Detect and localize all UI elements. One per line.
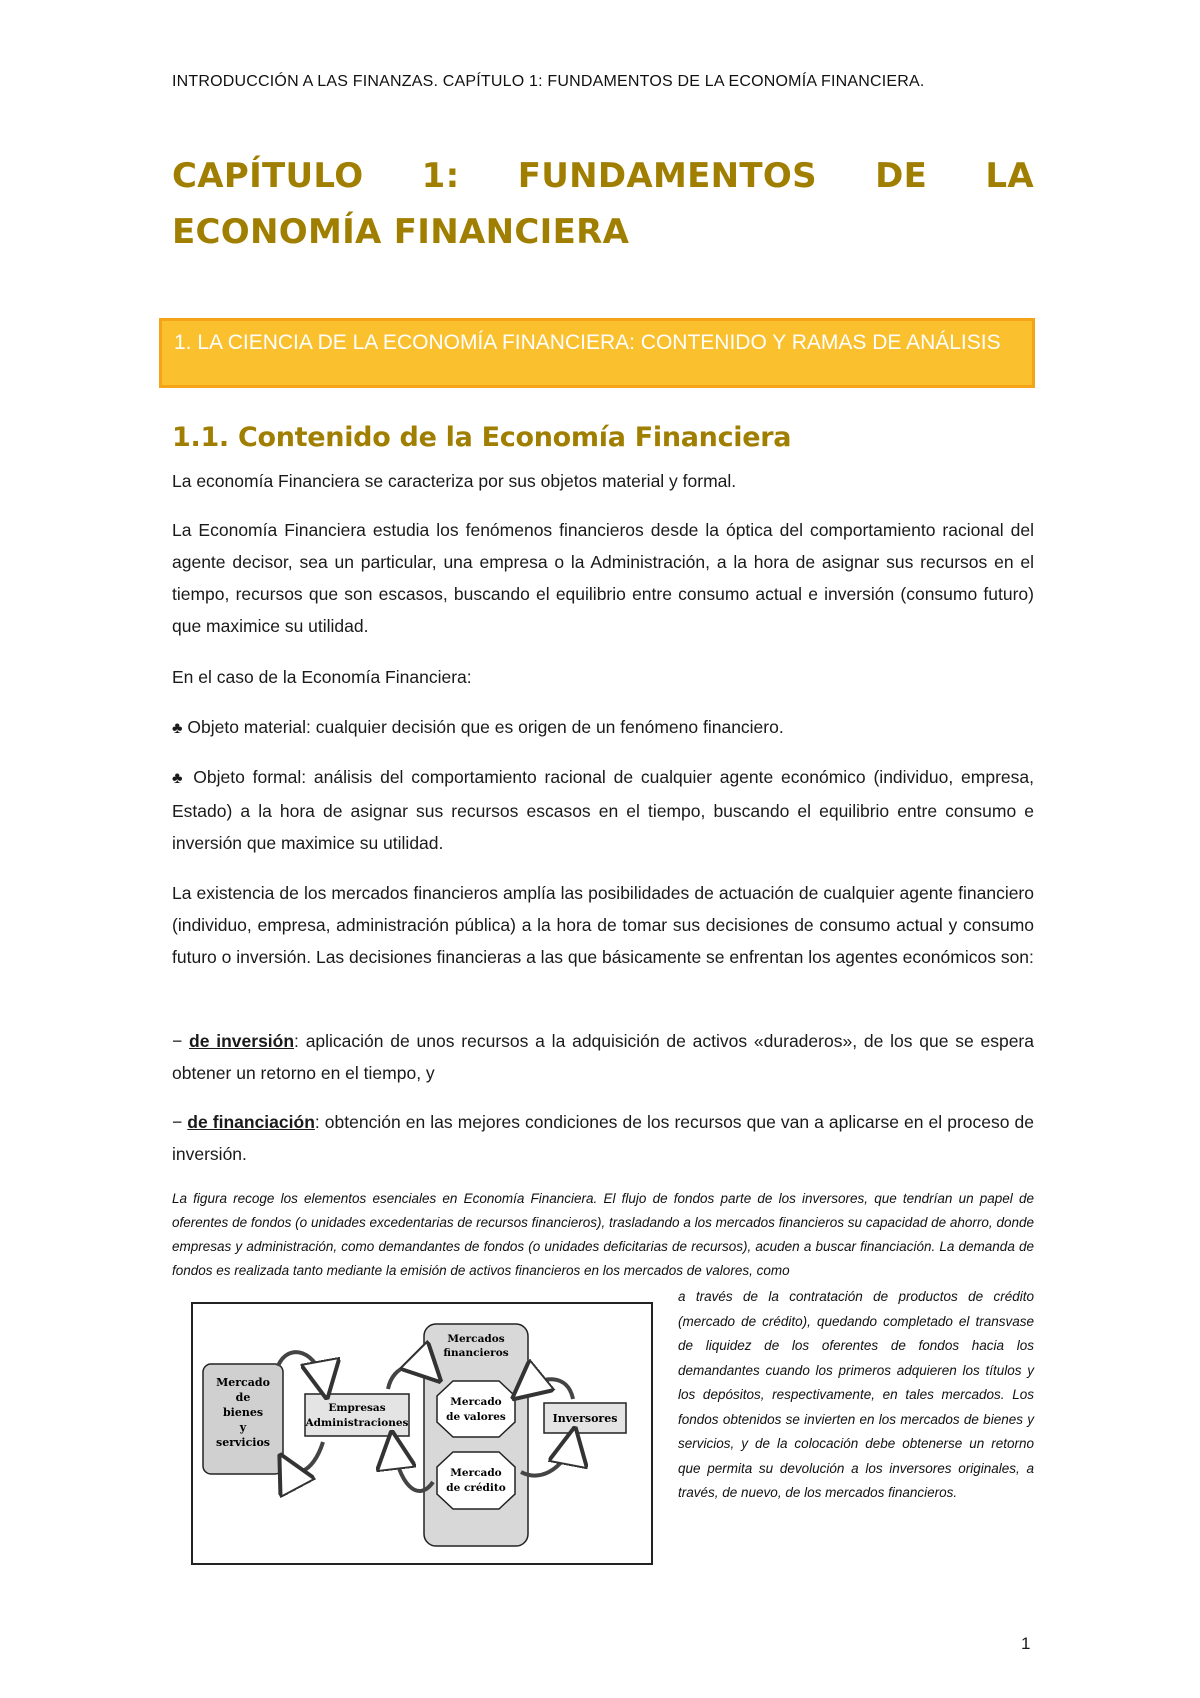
term-inversion: de inversión xyxy=(189,1031,295,1051)
bullet-objeto-material xyxy=(172,711,1034,745)
paragraph-case: En el caso de la Economía Financiera: xyxy=(172,667,472,687)
dash-item-text: : obtención en las mejores condiciones de los recursos que van a aplicarse en el proceso de inversión. xyxy=(172,1112,1034,1164)
securities-market-label-2: de valores xyxy=(446,1411,506,1423)
bullet-text: Objeto material: cualquier decisión que es origen de un fenómeno financiero. xyxy=(187,717,784,737)
bullet-text: Objeto formal: análisis del comportamiento racional de cualquier agente económico (individuo, empresa, Estado) a la hora de asignar sus recursos escasos en el tiempo, buscando el equilibrio entre consumo e inversión que maximice su utilidad. xyxy=(172,767,1034,853)
chapter-title: CAPÍTULO 1: FUNDAMENTOS DE LA ECONOMÍA FINANCIERA xyxy=(172,156,1034,252)
financial-markets-label-1: Mercados xyxy=(447,1333,505,1345)
bullet-objeto-formal xyxy=(172,761,1034,859)
arrow-goods-to-firms-icon xyxy=(278,1352,325,1388)
credit-market-label-2: de crédito xyxy=(446,1482,506,1494)
goods-market-label-4: y xyxy=(239,1421,247,1434)
paragraph-mercados: La existencia de los mercados financieros amplía las posibilidades de actuación de cualquier agente financiero (individuo, empresa, administración pública) a la hora de tomar sus decisiones de consumo actual y consumo futuro o inversión. Las decisiones financieras a las que básicamente se enfrentan los agentes económicos son: xyxy=(172,883,1034,967)
figure-caption-side: a través de la contratación de productos de crédito (mercado de crédito), quedando completado el transvase de liquidez de los oferentes de fondos hacia los demandantes cuando los primeros adquieren los títulos y los depósitos, respectivamente, en tales mercados. Los fondos obtenidos se invierten en los mercados de bienes y servicios, y de la colocación debe obtenerse un retorno que permita su devolución a los inversores originales, a través, de nuevo, de los mercados financieros. xyxy=(678,1289,1034,1500)
running-header: INTRODUCCIÓN A LAS FINANZAS. CAPÍTULO 1: FUNDAMENTOS DE LA ECONOMÍA FINANCIERA. xyxy=(172,73,925,90)
investors-label: Inversores xyxy=(552,1412,618,1425)
arrow-firms-to-goods-icon xyxy=(285,1442,323,1472)
arrow-markets-to-investors-icon xyxy=(521,1438,573,1476)
financial-flow-figure xyxy=(191,1302,653,1565)
paragraph-intro: La economía Financiera se caracteriza por sus objetos material y formal. xyxy=(172,471,737,491)
firms-label-2: Administraciones xyxy=(305,1417,409,1429)
securities-market-label-1: Mercado xyxy=(450,1396,502,1408)
club-bullet-icon: ♣ xyxy=(172,770,186,787)
paragraph-definition: La Economía Financiera estudia los fenómenos financieros desde la óptica del comportamiento racional del agente decisor, sea un particular, una empresa o la Administración, a la hora de asignar sus recursos en el tiempo, recursos que son escasos, buscando el equilibrio entre consumo actual e inversión (consumo futuro) que maximice su utilidad. xyxy=(172,520,1034,636)
firms-label-1: Empresas xyxy=(328,1402,386,1414)
goods-market-label-3: bienes xyxy=(222,1406,264,1419)
credit-market-label-1: Mercado xyxy=(450,1467,502,1479)
figure-caption-top: La figura recoge los elementos esenciales en Economía Financiera. El flujo de fondos parte de los inversores, que tendrían un papel de oferentes de fondos (o unidades excedentarias de recursos financieros), trasladando a los mercados financieros su capacidad de ahorro, donde empresas y administración, como demandantes de fondos (o unidades deficitarias de recursos), acuden a buscar financiación. La demanda de fondos es realizada tanto mediante la emisión de activos financieros en los mercados de valores, como xyxy=(172,1191,1034,1278)
page-number: 1 xyxy=(1021,1634,1031,1653)
credit-market-octagon xyxy=(437,1452,515,1509)
goods-market-label-5: servicios xyxy=(216,1436,270,1449)
dash-bullet: − xyxy=(172,1112,183,1132)
financial-markets-label-2: financieros xyxy=(443,1347,509,1359)
dash-item-financiacion xyxy=(172,1106,1034,1170)
dash-item-inversion xyxy=(172,1025,1034,1089)
financial-flow-diagram xyxy=(193,1304,651,1563)
goods-market-label-1: Mercado xyxy=(216,1376,270,1389)
securities-market-octagon xyxy=(437,1381,515,1437)
goods-market-label-2: de xyxy=(235,1391,251,1404)
arrow-investors-to-markets-icon xyxy=(521,1379,573,1399)
dash-bullet: − xyxy=(172,1031,183,1051)
club-bullet-icon: ♣ xyxy=(172,720,183,737)
term-financiacion: de financiación xyxy=(187,1112,315,1132)
firms-box xyxy=(305,1394,409,1436)
subsection-title: 1.1. Contenido de la Economía Financiera xyxy=(172,422,792,453)
dash-item-text: : aplicación de unos recursos a la adquisición de activos «duraderos», de los que se espera obtener un retorno en el tiempo, y xyxy=(172,1031,1034,1083)
section-heading-box: 1. LA CIENCIA DE LA ECONOMÍA FINANCIERA: CONTENIDO Y RAMAS DE ANÁLISIS xyxy=(159,318,1035,388)
